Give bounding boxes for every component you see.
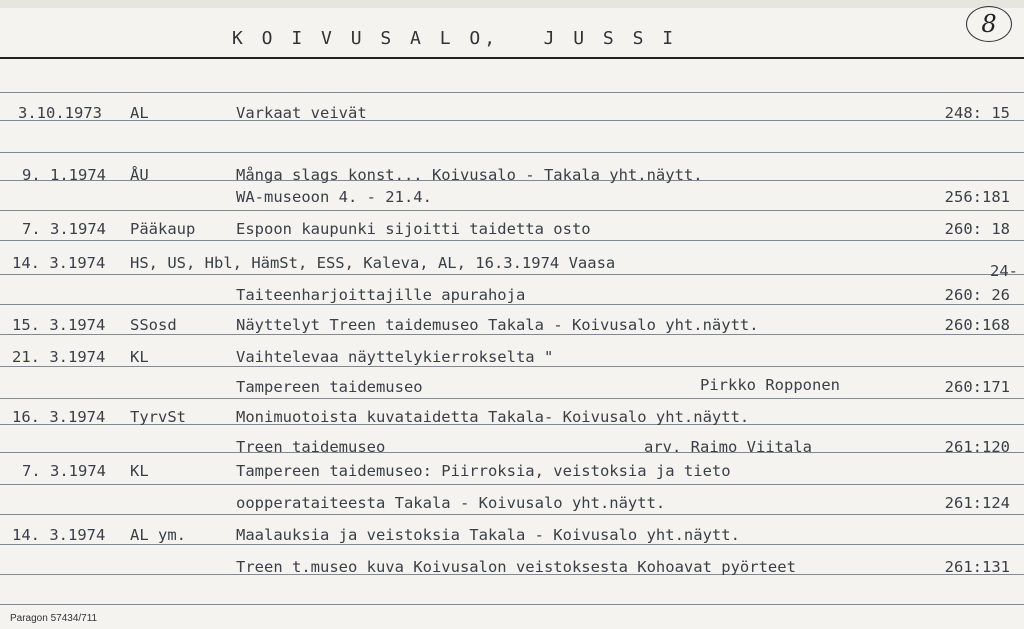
entry-source: ÅU — [130, 166, 149, 184]
rule-line — [0, 92, 1024, 93]
entry-ref: 248: 15 — [944, 104, 1010, 122]
entry-source: AL — [130, 104, 149, 122]
entry-date: 3.10.1973 — [18, 104, 102, 122]
entry-source: HS, US, Hbl, HämSt, ESS, Kaleva, AL, 16.3.1974 Vaasa — [130, 254, 616, 272]
rule-line — [0, 398, 1024, 399]
entry-text-line2: oopperataiteesta Takala - Koivusalo yht.näytt. — [236, 494, 666, 512]
entry-date: 9. 1.1974 — [22, 166, 106, 184]
entry-source: KL — [130, 462, 149, 480]
entry-text: Näyttelyt Treen taidemuseo Takala - Koivusalo yht.näytt. — [236, 316, 759, 334]
entry-source: Pääkaup — [130, 220, 196, 238]
print-code: Paragon 57434/711 — [10, 613, 98, 624]
entry-source: KL — [130, 348, 149, 366]
rule-line — [0, 514, 1024, 515]
card-title: K O I V U S A L O, J U S S I — [232, 28, 678, 49]
header-rule — [0, 57, 1024, 59]
entry-text-line2: Treen taidemuseo — [236, 438, 386, 456]
rule-line — [0, 240, 1024, 241]
entry-source: TyrvSt — [130, 408, 186, 426]
rule-line — [0, 152, 1024, 153]
entry-ref: 260: 26 — [944, 286, 1010, 304]
entry-ref-note: 24- — [990, 262, 1018, 280]
entry-ref: 261:120 — [944, 438, 1010, 456]
entry-source: SSosd — [130, 316, 177, 334]
entry-date: 16. 3.1974 — [12, 408, 106, 426]
entry-date: 14. 3.1974 — [12, 254, 106, 272]
entry-date: 7. 3.1974 — [22, 220, 106, 238]
rule-line — [0, 274, 1024, 275]
entry-text: Maalauksia ja veistoksia Takala - Koivusalo yht.näytt. — [236, 526, 740, 544]
entry-ref: 261:124 — [944, 494, 1010, 512]
rule-line — [0, 210, 1024, 211]
top-strip — [0, 0, 1024, 8]
entry-text-line2: Treen t.museo kuva Koivusalon veistoksesta Kohoavat pyörteet — [236, 558, 796, 576]
entry-text: Tampereen taidemuseo: Piirroksia, veistoksia ja tieto — [236, 462, 731, 480]
rule-line — [0, 304, 1024, 305]
entry-ref: 260: 18 — [944, 220, 1010, 238]
entry-date: 15. 3.1974 — [12, 316, 106, 334]
entry-ref: 260:168 — [944, 316, 1010, 334]
entry-text: Monimuotoista kuvataidetta Takala- Koivusalo yht.näytt. — [236, 408, 750, 426]
entry-date: 7. 3.1974 — [22, 462, 106, 480]
entry-text-line2: WA-museoon 4. - 21.4. — [236, 188, 432, 206]
card-number-circle: 8 — [966, 6, 1012, 42]
entry-ref: 260:171 — [944, 378, 1010, 396]
rule-line — [0, 334, 1024, 335]
entry-text: Vaihtelevaa näyttelykierrokselta " — [236, 348, 554, 366]
rule-line — [0, 484, 1024, 485]
entry-text: Varkaat veivät — [236, 104, 367, 122]
entry-text: Många slags konst... Koivusalo - Takala yht.näytt. — [236, 166, 703, 184]
rule-line — [0, 604, 1024, 605]
entry-text: Espoon kaupunki sijoitti taidetta osto — [236, 220, 591, 238]
rule-line — [0, 120, 1024, 121]
entry-author: Pirkko Ropponen — [700, 376, 840, 394]
entry-ref: 261:131 — [944, 558, 1010, 576]
entry-text-line2: Taiteenharjoittajille apurahoja — [236, 286, 526, 304]
entry-author: arv. Raimo Viitala — [644, 438, 812, 456]
rule-line — [0, 544, 1024, 545]
entry-source: AL ym. — [130, 526, 186, 544]
entry-ref: 256:181 — [944, 188, 1010, 206]
entry-date: 21. 3.1974 — [12, 348, 106, 366]
entry-text-line2: Tampereen taidemuseo — [236, 378, 423, 396]
rule-line — [0, 366, 1024, 367]
entry-date: 14. 3.1974 — [12, 526, 106, 544]
rule-line — [0, 452, 1024, 453]
